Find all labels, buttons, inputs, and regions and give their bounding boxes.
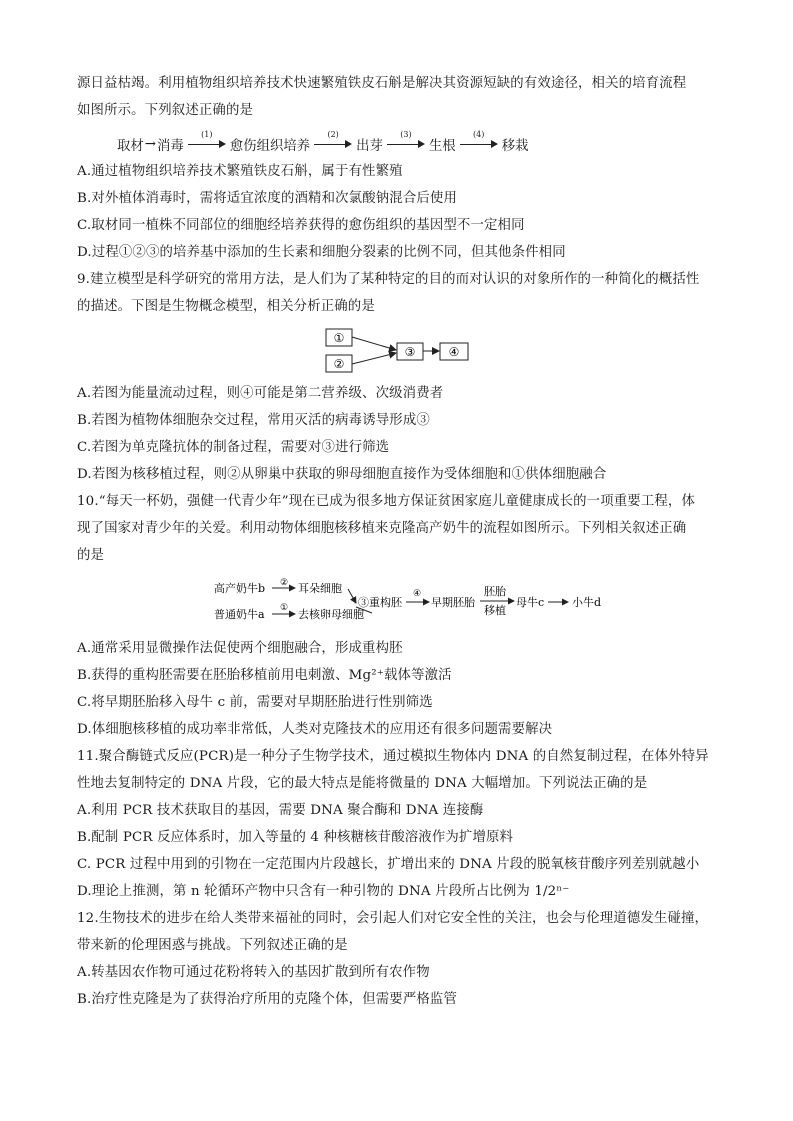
q12-option-b: B.治疗性克隆是为了获得治疗所用的克隆个体，但需要严格监管 (77, 992, 457, 1007)
flow-step-callus: 愈伤组织培养 (229, 138, 311, 154)
flow-arrow-1-label: (1) (201, 130, 213, 139)
flow-step-material: 取材 (117, 138, 144, 154)
arrow-ear-to-embryo (348, 589, 356, 603)
label-transfer-bottom: 移植 (484, 604, 506, 617)
q9-stem-line2: 的描述。下图是生物概念模型，相关分析正确的是 (77, 299, 375, 314)
flow-arrow-plain: → (144, 136, 157, 152)
q9-option-c: C.若图为单克隆抗体的制备过程，需要对③进行筛选 (77, 440, 390, 455)
model-box-2-label: ② (333, 357, 345, 371)
q9-concept-model-diagram (322, 325, 474, 375)
q8-flowchart (117, 130, 529, 154)
model-box-3-label: ③ (404, 345, 416, 359)
q10-option-b: B.获得的重构胚需要在胚胎移植前用电刺激、Mg²⁺载体等激活 (77, 668, 452, 683)
q9-option-b: B.若图为植物体细胞杂交过程，常用灭活的病毒诱导形成③ (77, 413, 430, 428)
q9-option-d: D.若图为核移植过程，则②从卵巢中获取的卵母细胞直接作为受体细胞和①供体细胞融合 (77, 467, 607, 482)
flow-step-transplant: 移栽 (501, 138, 529, 154)
q10-stem-line1: 10.“每天一杯奶，强健一代青少年”现在已成为很多地方保证贫困家庭儿童健康成长的一项重要工程，体 (77, 494, 695, 509)
q8-stem-line1: 源日益枯竭。利用植物组织培养技术快速繁殖铁皮石斛是解决其资源短缺的有效途径，相关的培育流程 (77, 76, 687, 91)
label-calf-d: 小牛d (572, 596, 602, 609)
q8-option-c: C.取材同一植株不同部位的细胞经培养获得的愈伤组织的基因型不一定相同 (77, 218, 525, 233)
label-step-1: ① (280, 603, 289, 613)
q11-stem-line1: 11.聚合酶链式反应(PCR)是一种分子生物学技术，通过模拟生物体内 DNA 的自然复制过程，在体外特异 (77, 749, 709, 764)
q8-option-d: D.过程①②③的培养基中添加的生长素和细胞分裂素的比例不同，但其他条件相同 (77, 245, 566, 260)
model-arrow-1-to-3 (352, 337, 396, 350)
label-step-2: ② (280, 578, 289, 588)
q10-cloning-flow-diagram (212, 576, 617, 626)
label-cow-c: 母牛c (516, 596, 545, 609)
flow-arrow-3 (387, 130, 425, 151)
q12-option-a: A.转基因农作物可通过花粉将转入的基因扩散到所有农作物 (77, 965, 430, 980)
flow-step-disinfect: 消毒 (157, 138, 184, 154)
model-arrow-2-to-3 (352, 353, 396, 364)
flow-step-sprout: 出芽 (356, 138, 383, 154)
flow-arrow-2-label: (2) (327, 130, 339, 139)
q11-option-b: B.配制 PCR 反应体系时，加入等量的 4 种核糖核苷酸溶液作为扩增原料 (77, 830, 514, 845)
label-cow-a: 普通奶牛a (214, 608, 265, 621)
q10-option-a: A.通常采用显微操作法促使两个细胞融合，形成重构胚 (77, 641, 403, 656)
q8-stem-line2: 如图所示。下列叙述正确的是 (77, 103, 254, 118)
q12-stem-line2: 带来新的伦理困惑与挑战。下列叙述正确的是 (77, 938, 348, 953)
label-step-4: ④ (413, 589, 422, 599)
model-box-4-label: ④ (448, 345, 460, 359)
q12-stem-line1: 12.生物技术的进步在给人类带来福祉的同时，会引起人们对它安全性的关注，也会与伦理道德发生碰撞， (77, 911, 709, 926)
q8-option-b: B.对外植体消毒时，需将适宜浓度的酒精和次氯酸钠混合后使用 (77, 191, 457, 206)
label-ear-cell: 耳朵细胞 (298, 582, 342, 595)
label-reconstructed-embryo: ③重构胚 (358, 596, 402, 609)
q9-stem-line1: 9.建立模型是科学研究的常用方法，是人们为了某种特定的目的而对认识的对象所作的一种简化的概括性 (77, 272, 700, 287)
flow-arrow-3-label: (3) (400, 130, 412, 139)
label-cow-b: 高产奶牛b (214, 582, 266, 595)
q10-stem-line2: 现了国家对青少年的关爱。利用动物体细胞核移植来克隆高产奶牛的流程如图所示。下列相关叙述正确 (77, 521, 687, 536)
q10-stem-line3: 的是 (77, 548, 105, 563)
flow-arrow-4 (460, 130, 498, 151)
flow-step-root: 生根 (428, 138, 456, 154)
flow-arrow-2 (314, 130, 352, 151)
q10-option-c: C.将早期胚胎移入母牛 c 前，需要对早期胚胎进行性别筛选 (77, 695, 433, 710)
label-early-embryo: 早期胚胎 (431, 596, 475, 609)
q9-option-a: A.若图为能量流动过程，则④可能是第二营养级、次级消费者 (77, 386, 444, 401)
model-box-1-label: ① (333, 331, 345, 345)
q11-stem-line2: 性地去复制特定的 DNA 片段，它的最大特点是能将微量的 DNA 大幅增加。下列说法正确的是 (77, 776, 648, 791)
q11-option-c: C. PCR 过程中用到的引物在一定范围内片段越长，扩增出来的 DNA 片段的脱氧核苷酸序列差别就越小 (77, 857, 700, 872)
flow-arrow-4-label: (4) (473, 130, 485, 139)
q10-option-d: D.体细胞核移植的成功率非常低，人类对克隆技术的应用还有很多问题需要解决 (77, 722, 553, 737)
flow-arrow-1 (188, 130, 226, 151)
q11-option-d: D.理论上推测，第 n 轮循环产物中只含有一种引物的 DNA 片段所占比例为 1/2ⁿ⁻ (77, 884, 570, 899)
label-transfer-top: 胚胎 (484, 585, 506, 598)
q8-option-a: A.通过植物组织培养技术繁殖铁皮石斛，属于有性繁殖 (77, 164, 403, 179)
q11-option-a: A.利用 PCR 技术获取目的基因，需要 DNA 聚合酶和 DNA 连接酶 (77, 803, 484, 818)
label-enucleated-egg: 去核卵母细胞 (298, 608, 364, 621)
